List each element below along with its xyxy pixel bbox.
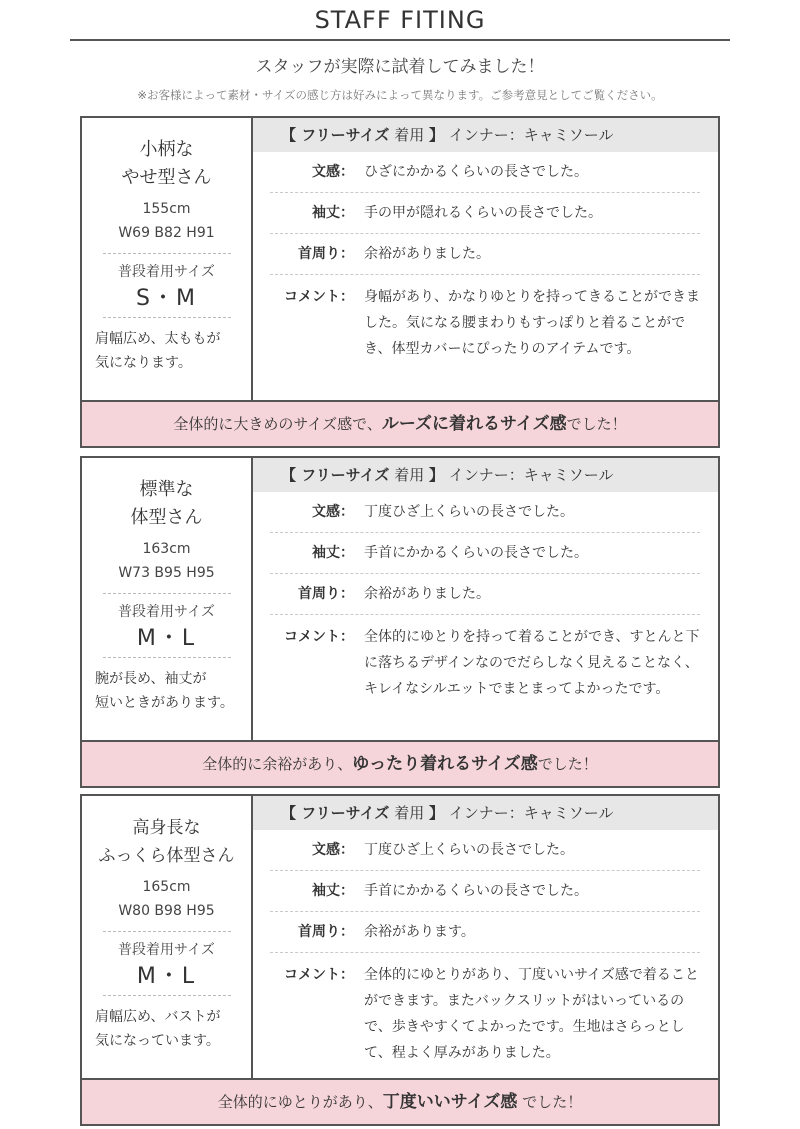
comment-row bbox=[270, 615, 700, 702]
band-worn: 着用 bbox=[389, 126, 429, 144]
remark-line2: 気になります。 bbox=[95, 355, 192, 371]
sleeve-value: 手首にかかるくらいの長さでした。 bbox=[364, 545, 588, 561]
staff-card-3 bbox=[80, 794, 720, 1126]
title-divider bbox=[70, 39, 730, 41]
body-type-line2: 体型さん bbox=[130, 507, 203, 528]
band-close: 】 bbox=[428, 466, 444, 484]
band-open: 【 フリーサイズ bbox=[281, 804, 390, 822]
sleeve-label: 袖丈： bbox=[312, 883, 354, 899]
length-row bbox=[270, 492, 700, 533]
summary-strong: ルーズに着れるサイズ感 bbox=[381, 414, 567, 434]
staff-profile bbox=[82, 796, 253, 1078]
measurements: W73 B95 H95 bbox=[118, 565, 215, 581]
band-open: 【 フリーサイズ bbox=[281, 466, 390, 484]
body-type-line1: 小柄な bbox=[139, 139, 194, 160]
size-worn-band bbox=[253, 458, 718, 492]
summary-band bbox=[82, 1078, 718, 1124]
summary-post: でした！ bbox=[537, 755, 598, 773]
band-inner: インナー：キャミソール bbox=[444, 466, 614, 484]
fitting-details bbox=[253, 458, 718, 702]
comment-label: コメント： bbox=[284, 629, 354, 645]
length-label: 文感： bbox=[312, 842, 354, 858]
comment-label: コメント： bbox=[284, 289, 354, 305]
usual-size-label: 普段着用サイズ bbox=[118, 604, 215, 620]
size-worn-band bbox=[253, 118, 718, 152]
body-type-line2: やせ型さん bbox=[121, 167, 212, 188]
page-title: STAFF FITING bbox=[314, 6, 486, 34]
summary-strong: ゆったり着れるサイズ感 bbox=[352, 754, 538, 774]
band-open: 【 フリーサイズ bbox=[281, 126, 390, 144]
summary-band bbox=[82, 740, 718, 786]
fitting-details bbox=[253, 796, 718, 1066]
summary-post: でした！ bbox=[566, 415, 627, 433]
height: 163cm bbox=[142, 541, 191, 557]
band-inner: インナー：キャミソール bbox=[444, 126, 614, 144]
length-label: 文感： bbox=[312, 164, 354, 180]
remark-line1: 肩幅広め、太ももが bbox=[95, 331, 221, 347]
comment-value: 身幅があり、かなりゆとりを持ってきることができました。気になる腰まわりもすっぽりと着ることができ、体型カバーにぴったりのアイテムです。 bbox=[364, 289, 700, 357]
comment-label: コメント： bbox=[284, 967, 354, 983]
remark-line1: 腕が長め、袖丈が bbox=[95, 671, 207, 687]
sleeve-label: 袖丈： bbox=[312, 545, 354, 561]
usual-size-value: S・M bbox=[136, 286, 197, 311]
neck-value: 余裕がありました。 bbox=[364, 246, 490, 262]
height: 165cm bbox=[142, 879, 191, 895]
length-value: ひざにかかるくらいの長さでした。 bbox=[364, 164, 588, 180]
height: 155cm bbox=[142, 201, 191, 217]
length-value: 丁度ひざ上くらいの長さでした。 bbox=[364, 842, 574, 858]
band-worn: 着用 bbox=[389, 804, 429, 822]
neck-label: 首周り： bbox=[298, 924, 354, 940]
band-close: 】 bbox=[428, 804, 444, 822]
staff-profile bbox=[82, 118, 253, 400]
length-row bbox=[270, 830, 700, 871]
neck-label: 首周り： bbox=[298, 246, 354, 262]
length-label: 文感： bbox=[312, 504, 354, 520]
sleeve-row bbox=[270, 533, 700, 574]
disclaimer-note: ※お客様によって素材・サイズの感じ方は好みによって異なります。ご参考意見としてご覧ください。 bbox=[137, 88, 663, 102]
staff-profile bbox=[82, 458, 253, 740]
body-type-line2: ふっくら体型さん bbox=[98, 846, 235, 866]
sleeve-value: 手首にかかるくらいの長さでした。 bbox=[364, 883, 588, 899]
fitting-details bbox=[253, 118, 718, 362]
length-row bbox=[270, 152, 700, 193]
comment-row bbox=[270, 953, 700, 1066]
summary-pre: 全体的にゆとりがあり、 bbox=[217, 1093, 383, 1111]
usual-size-value: M・L bbox=[136, 626, 197, 651]
summary-strong: 丁度いいサイズ感 bbox=[382, 1092, 518, 1112]
comment-value: 全体的にゆとりを持って着ることができ、すとんと下に落ちるデザインなのでだらしなく見えることなく、キレイなシルエットでまとまってよかったです。 bbox=[364, 629, 700, 697]
usual-size-value: M・L bbox=[136, 964, 197, 989]
size-worn-band bbox=[253, 796, 718, 830]
comment-value: 全体的にゆとりがあり、丁度いいサイズ感で着ることができます。またバックスリットがはいっているので、歩きやすくてよかったです。生地はさらっとして、程よく厚みがありました。 bbox=[364, 967, 699, 1061]
remark-line1: 肩幅広め、バストが bbox=[95, 1009, 221, 1025]
neck-row bbox=[270, 912, 700, 953]
sleeve-value: 手の甲が隠れるくらいの長さでした。 bbox=[364, 205, 602, 221]
remark-line2: 短いときがあります。 bbox=[95, 695, 234, 711]
sleeve-row bbox=[270, 193, 700, 234]
sleeve-row bbox=[270, 871, 700, 912]
summary-band bbox=[82, 400, 718, 446]
neck-value: 余裕がありました。 bbox=[364, 586, 490, 602]
remark-line2: 気になっています。 bbox=[95, 1033, 220, 1049]
measurements: W80 B98 H95 bbox=[118, 903, 215, 919]
band-worn: 着用 bbox=[389, 466, 429, 484]
band-inner: インナー：キャミソール bbox=[444, 804, 614, 822]
summary-pre: 全体的に大きめのサイズ感で、 bbox=[173, 415, 382, 433]
summary-pre: 全体的に余裕があり、 bbox=[202, 755, 353, 773]
body-type-line1: 標準な bbox=[139, 479, 194, 500]
neck-row bbox=[270, 234, 700, 275]
comment-row bbox=[270, 275, 700, 362]
measurements: W69 B82 H91 bbox=[118, 225, 215, 241]
neck-row bbox=[270, 574, 700, 615]
staff-card-2 bbox=[80, 456, 720, 788]
usual-size-label: 普段着用サイズ bbox=[118, 942, 215, 958]
band-close: 】 bbox=[428, 126, 444, 144]
staff-card-1 bbox=[80, 116, 720, 448]
page-subtitle: スタッフが実際に試着してみました！ bbox=[255, 57, 545, 77]
summary-post: でした！ bbox=[517, 1093, 583, 1111]
neck-value: 余裕があります。 bbox=[364, 924, 475, 940]
neck-label: 首周り： bbox=[298, 586, 354, 602]
usual-size-label: 普段着用サイズ bbox=[118, 264, 215, 280]
sleeve-label: 袖丈： bbox=[312, 205, 354, 221]
length-value: 丁度ひざ上くらいの長さでした。 bbox=[364, 504, 574, 520]
body-type-line1: 高身長な bbox=[132, 818, 201, 838]
